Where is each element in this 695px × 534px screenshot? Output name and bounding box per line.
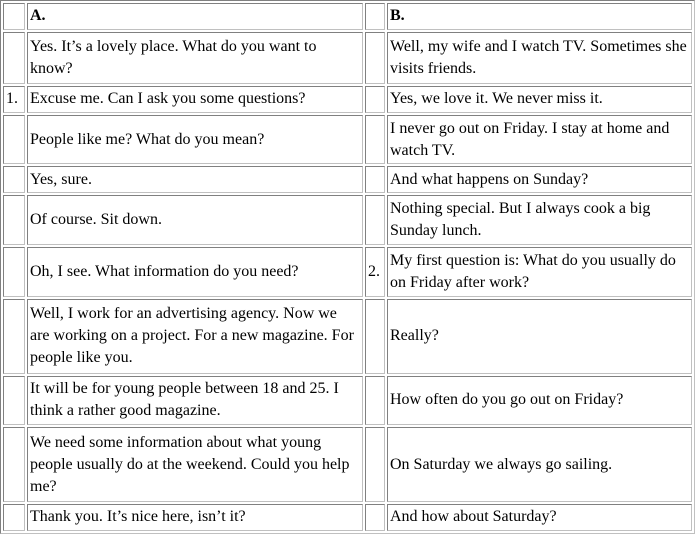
line-b: Yes, we love it. We never miss it. xyxy=(387,86,692,113)
row-number-b xyxy=(365,115,385,165)
table-row xyxy=(3,115,692,165)
line-a: Thank you. It’s nice here, isn’t it? xyxy=(27,504,363,531)
table-row xyxy=(3,299,692,374)
row-number-a xyxy=(3,195,25,245)
row-number-b: 2. xyxy=(365,247,385,297)
row-number-b xyxy=(365,504,385,531)
line-b: And how about Saturday? xyxy=(387,504,692,531)
column-b-header: B. xyxy=(387,3,692,30)
table-row xyxy=(3,376,692,426)
table-row xyxy=(3,504,692,531)
row-number-a xyxy=(3,247,25,297)
line-b: Well, my wife and I watch TV. Sometimes she visits friends. xyxy=(387,32,692,84)
line-b: How often do you go out on Friday? xyxy=(387,376,692,426)
row-number-b xyxy=(365,86,385,113)
row-number-b xyxy=(365,195,385,245)
table-row xyxy=(3,247,692,297)
line-b: On Saturday we always go sailing. xyxy=(387,427,692,502)
row-number-b xyxy=(365,427,385,502)
table-row xyxy=(3,427,692,502)
row-number-a xyxy=(3,376,25,426)
line-a: Excuse me. Can I ask you some questions? xyxy=(27,86,363,113)
line-b: My first question is: What do you usually do on Friday after work? xyxy=(387,247,692,297)
line-b: And what happens on Sunday? xyxy=(387,166,692,193)
row-number-a xyxy=(3,166,25,193)
row-number-b xyxy=(365,376,385,426)
table-row xyxy=(3,166,692,193)
line-a: Of course. Sit down. xyxy=(27,195,363,245)
column-a-header: A. xyxy=(27,3,363,30)
row-number-a xyxy=(3,504,25,531)
line-a: Well, I work for an advertising agency. Now we are working on a project. For a new magazine. For people like you. xyxy=(27,299,363,374)
line-a: We need some information about what young people usually do at the weekend. Could you help me? xyxy=(27,427,363,502)
row-number-b xyxy=(365,32,385,84)
line-a: Oh, I see. What information do you need? xyxy=(27,247,363,297)
row-number-b xyxy=(365,166,385,193)
line-a: Yes, sure. xyxy=(27,166,363,193)
row-number-a xyxy=(3,32,25,84)
row-number-a: 1. xyxy=(3,86,25,113)
row-number-b xyxy=(365,299,385,374)
header-num-b xyxy=(365,3,385,30)
line-b: Nothing special. But I always cook a big Sunday lunch. xyxy=(387,195,692,245)
header-num-a xyxy=(3,3,25,30)
row-number-a xyxy=(3,299,25,374)
line-a: It will be for young people between 18 and 25. I think a rather good magazine. xyxy=(27,376,363,426)
table-row xyxy=(3,32,692,84)
line-a: Yes. It’s a lovely place. What do you want to know? xyxy=(27,32,363,84)
line-a: People like me? What do you mean? xyxy=(27,115,363,165)
line-b: I never go out on Friday. I stay at home and watch TV. xyxy=(387,115,692,165)
header-row xyxy=(3,3,692,30)
row-number-a xyxy=(3,115,25,165)
table-row xyxy=(3,86,692,113)
table-row xyxy=(3,195,692,245)
row-number-a xyxy=(3,427,25,502)
line-b: Really? xyxy=(387,299,692,374)
